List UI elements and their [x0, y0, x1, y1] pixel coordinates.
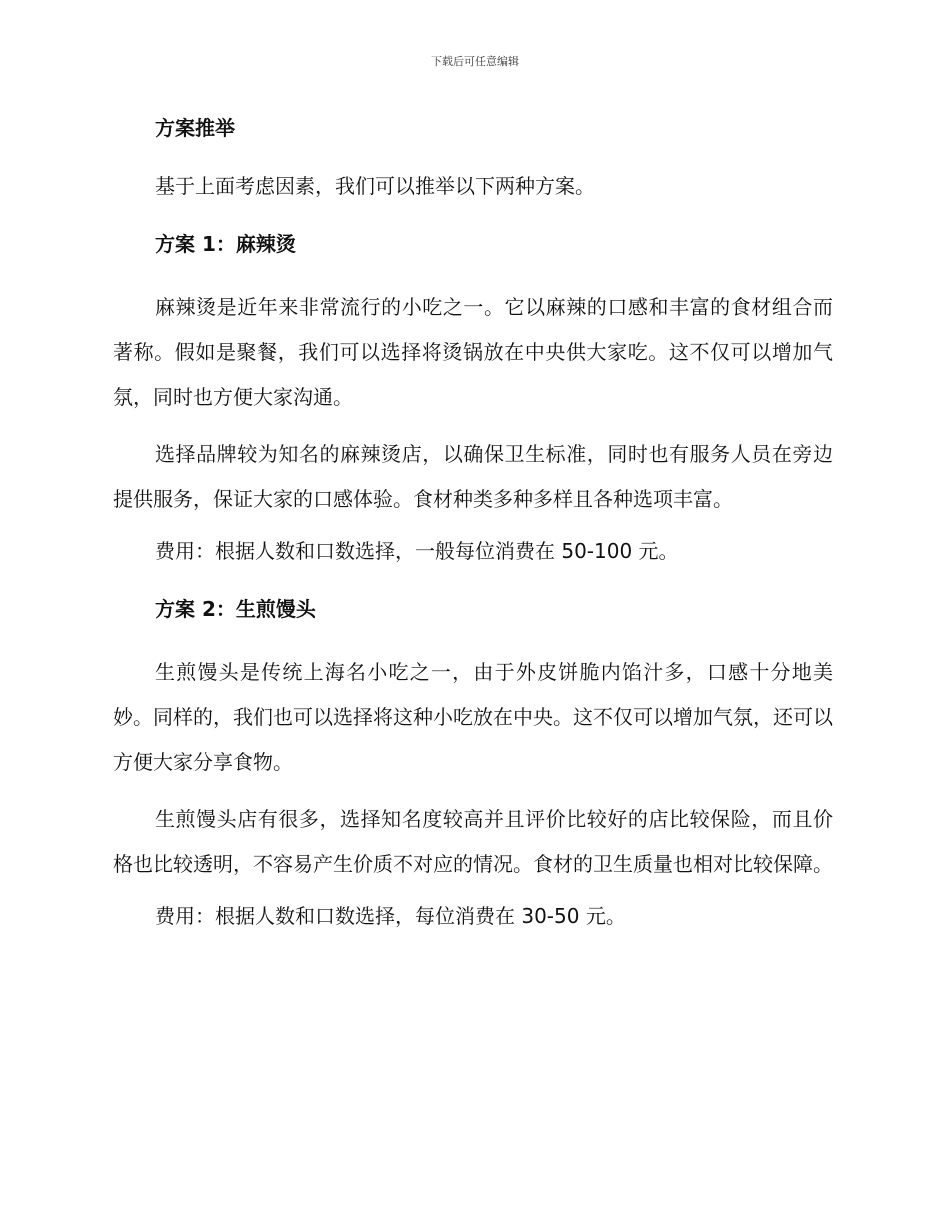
page-header: 下载后可任意编辑: [431, 55, 519, 68]
option1-paragraph-2: 选择品牌较为知名的麻辣烫店，以确保卫生标准，同时也有服务人员在旁边提供服务，保证大家的口感体验。食材种类多种多样且各种选项丰富。: [113, 442, 833, 511]
option2-cost: 费用：根据人数和口数选择，每位消费在 30-50 元。: [155, 904, 626, 928]
option1-paragraph-1: 麻辣烫是近年来非常流行的小吃之一。它以麻辣的口感和丰富的食材组合而著称。假如是聚餐，我们可以选择将烫锅放在中央供大家吃。这不仅可以增加气氛，同时也方便大家沟通。: [113, 295, 833, 409]
section-title: 方案推举: [155, 116, 235, 140]
intro-paragraph: 基于上面考虑因素，我们可以推举以下两种方案。: [155, 174, 595, 198]
option2-paragraph-1: 生煎馒头是传统上海名小吃之一，由于外皮饼脆内馅汁多，口感十分地美妙。同样的，我们也可以选择将这种小吃放在中央。这不仅可以增加气氛，还可以方便大家分享食物。: [113, 660, 833, 774]
document-body: [113, 111, 833, 957]
option1-heading: 方案 1：麻辣烫: [155, 232, 296, 256]
option1-cost: 费用：根据人数和口数选择，一般每位消费在 50-100 元。: [155, 539, 679, 563]
option2-heading: 方案 2：生煎馒头: [155, 597, 316, 621]
option2-paragraph-2: 生煎馒头店有很多，选择知名度较高并且评价比较好的店比较保险，而且价格也比较透明，不容易产生价质不对应的情况。食材的卫生质量也相对比较保障。: [113, 807, 833, 876]
